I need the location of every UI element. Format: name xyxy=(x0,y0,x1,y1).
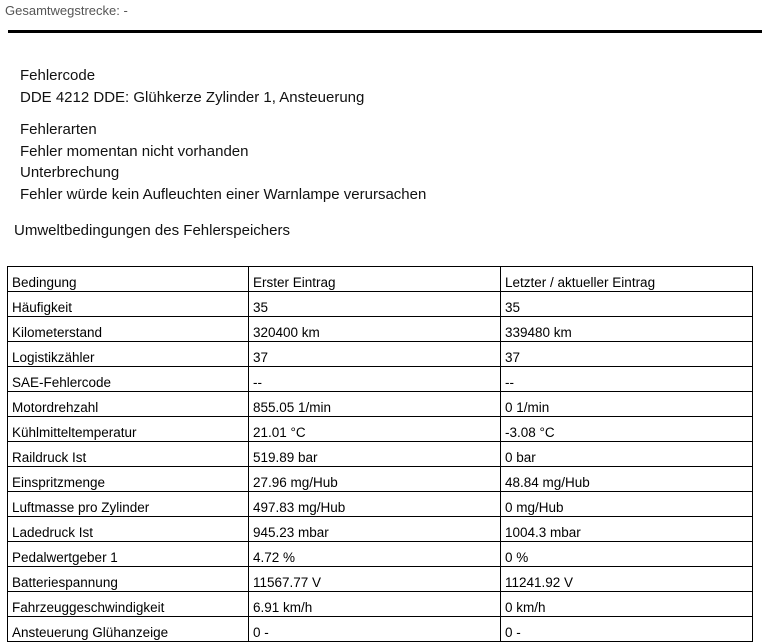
condition-name-cell: Ansteuerung Glühanzeige xyxy=(8,617,249,642)
condition-name-cell: Einspritzmenge xyxy=(8,467,249,492)
condition-name-cell: Kühlmitteltemperatur xyxy=(8,417,249,442)
condition-name-cell: Ladedruck Ist xyxy=(8,517,249,542)
table-row xyxy=(8,367,753,392)
condition-name-cell: Luftmasse pro Zylinder xyxy=(8,492,249,517)
first-entry-cell: 497.83 mg/Hub xyxy=(249,492,501,517)
condition-name-cell: SAE-Fehlercode xyxy=(8,367,249,392)
last-entry-cell: 35 xyxy=(501,292,753,317)
table-row xyxy=(8,292,753,317)
first-entry-cell: 6.91 km/h xyxy=(249,592,501,617)
condition-name-cell: Raildruck Ist xyxy=(8,442,249,467)
first-entry-cell: 37 xyxy=(249,342,501,367)
last-entry-cell: 339480 km xyxy=(501,317,753,342)
first-entry-cell: -- xyxy=(249,367,501,392)
fault-type-item: Unterbrechung xyxy=(20,164,120,181)
condition-name-cell: Motordrehzahl xyxy=(8,392,249,417)
last-entry-cell: 37 xyxy=(501,342,753,367)
fault-types-heading: Fehlerarten xyxy=(20,121,97,138)
table-row xyxy=(8,617,753,642)
last-entry-cell: 48.84 mg/Hub xyxy=(501,467,753,492)
condition-name-cell: Häufigkeit xyxy=(8,292,249,317)
last-entry-cell: 1004.3 mbar xyxy=(501,517,753,542)
column-header: Bedingung xyxy=(8,267,249,292)
environment-heading: Umweltbedingungen des Fehlerspeichers xyxy=(14,222,290,239)
first-entry-cell: 11567.77 V xyxy=(249,567,501,592)
condition-name-cell: Fahrzeuggeschwindigkeit xyxy=(8,592,249,617)
table-row xyxy=(8,567,753,592)
last-entry-cell: 0 km/h xyxy=(501,592,753,617)
first-entry-cell: 21.01 °C xyxy=(249,417,501,442)
column-header: Erster Eintrag xyxy=(249,267,501,292)
fault-type-item: Fehler würde kein Aufleuchten einer Warnlampe verursachen xyxy=(20,185,427,203)
table-row xyxy=(8,542,753,567)
table-header-row xyxy=(8,267,753,292)
last-entry-cell: -- xyxy=(501,367,753,392)
last-entry-cell: 11241.92 V xyxy=(501,567,753,592)
first-entry-cell: 4.72 % xyxy=(249,542,501,567)
condition-name-cell: Logistikzähler xyxy=(8,342,249,367)
total-distance-label: Gesamtwegstrecke: - xyxy=(5,3,128,18)
fault-type-item: Fehler momentan nicht vorhanden xyxy=(20,142,249,160)
table-row xyxy=(8,317,753,342)
table-row xyxy=(8,342,753,367)
first-entry-cell: 519.89 bar xyxy=(249,442,501,467)
last-entry-cell: 0 % xyxy=(501,542,753,567)
column-header: Letzter / aktueller Eintrag xyxy=(501,267,753,292)
fault-code-heading: Fehlercode xyxy=(20,67,96,84)
table-row xyxy=(8,517,753,542)
condition-name-cell: Pedalwertgeber 1 xyxy=(8,542,249,567)
table-row xyxy=(8,442,753,467)
table-row xyxy=(8,492,753,517)
table-row xyxy=(8,467,753,492)
first-entry-cell: 855.05 1/min xyxy=(249,392,501,417)
first-entry-cell: 35 xyxy=(249,292,501,317)
first-entry-cell: 0 - xyxy=(249,617,501,642)
last-entry-cell: 0 mg/Hub xyxy=(501,492,753,517)
last-entry-cell: 0 1/min xyxy=(501,392,753,417)
table-row xyxy=(8,392,753,417)
last-entry-cell: -3.08 °C xyxy=(501,417,753,442)
header-divider xyxy=(8,30,762,33)
condition-name-cell: Kilometerstand xyxy=(8,317,249,342)
table-row xyxy=(8,592,753,617)
condition-name-cell: Batteriespannung xyxy=(8,567,249,592)
first-entry-cell: 27.96 mg/Hub xyxy=(249,467,501,492)
first-entry-cell: 945.23 mbar xyxy=(249,517,501,542)
last-entry-cell: 0 - xyxy=(501,617,753,642)
environment-table xyxy=(7,266,753,642)
table-row xyxy=(8,417,753,442)
fault-code-section xyxy=(20,65,364,108)
first-entry-cell: 320400 km xyxy=(249,317,501,342)
last-entry-cell: 0 bar xyxy=(501,442,753,467)
fault-code-value: DDE 4212 DDE: Glühkerze Zylinder 1, Ansteuerung xyxy=(20,88,365,106)
fault-types-section xyxy=(20,119,426,205)
